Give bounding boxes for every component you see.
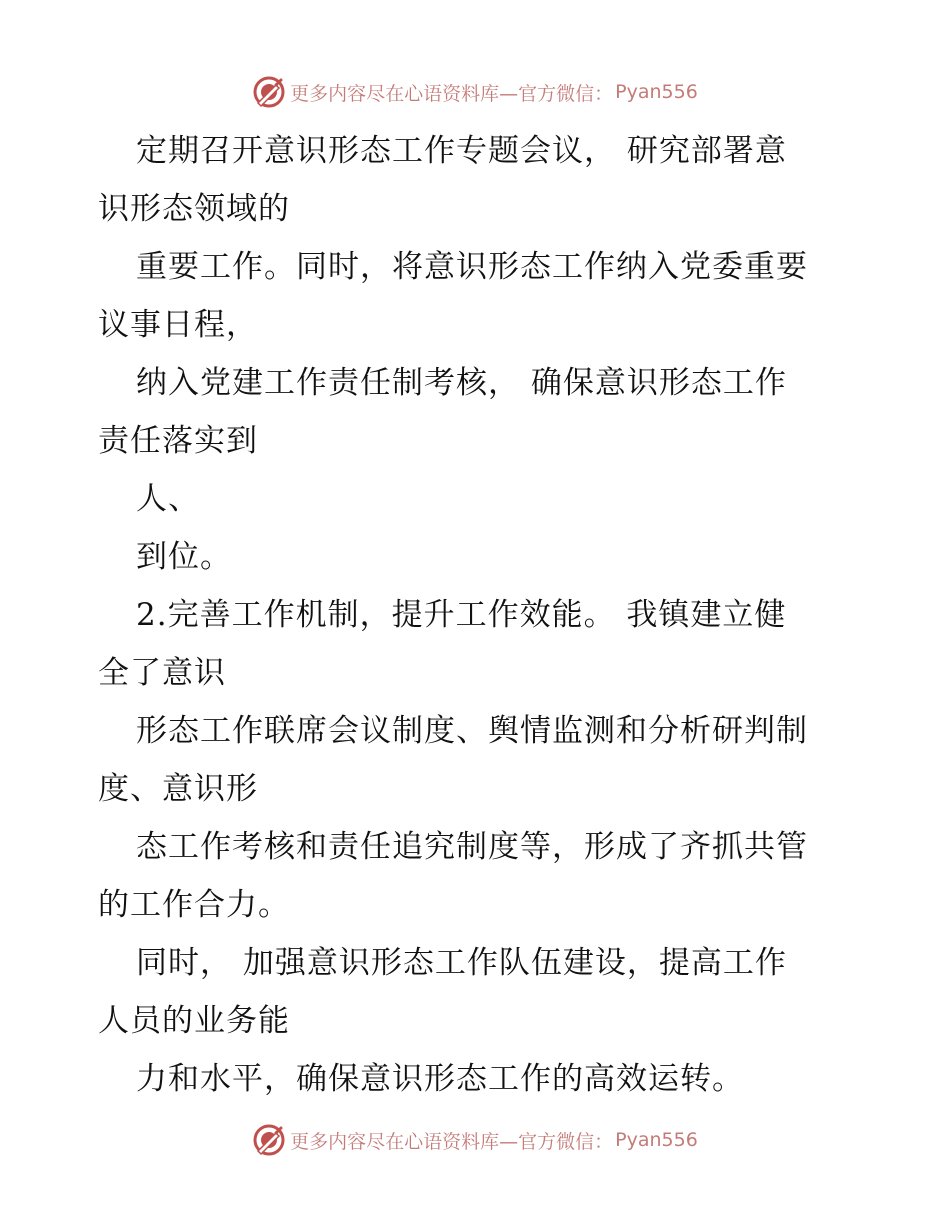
text-line: 2.完善工作机制，提升工作效能。 我镇建立健 [136, 597, 787, 633]
text-line: 的工作合力。 [98, 887, 290, 923]
footer-watermark-banner [0, 1120, 950, 1160]
text-line: 人、 [136, 481, 200, 517]
text-line: 同时， 加强意识形态工作队伍建设，提高工作 [136, 945, 787, 981]
footer-banner-text: 更多内容尽在心语资料库—官方微信： [290, 1130, 614, 1153]
header-watermark-banner [0, 72, 950, 112]
document-body [98, 122, 858, 1108]
pen-logo-icon [252, 1123, 286, 1157]
pen-logo-icon [252, 75, 286, 109]
text-line: 议事日程， [98, 307, 258, 343]
text-line: 识形态领域的 [98, 191, 290, 227]
text-line: 力和水平，确保意识形态工作的高效运转。 [136, 1061, 744, 1097]
text-line: 定期召开意识形态工作专题会议， 研究部署意 [136, 133, 787, 169]
text-line: 到位。 [136, 539, 232, 575]
footer-wechat-id: Pyan556 [615, 1129, 698, 1151]
text-line: 度、意识形 [98, 771, 258, 807]
header-wechat-id: Pyan556 [615, 81, 698, 103]
text-line: 形态工作联席会议制度、舆情监测和分析研判制 [136, 713, 808, 749]
text-line: 态工作考核和责任追究制度等，形成了齐抓共管 [136, 829, 808, 865]
text-line: 重要工作。同时，将意识形态工作纳入党委重要 [136, 249, 808, 285]
text-line: 纳入党建工作责任制考核， 确保意识形态工作 [136, 365, 787, 401]
text-line: 责任落实到 [98, 423, 258, 459]
header-banner-text: 更多内容尽在心语资料库—官方微信： [290, 82, 614, 105]
text-line: 全了意识 [98, 655, 226, 691]
text-line: 人员的业务能 [98, 1003, 290, 1039]
